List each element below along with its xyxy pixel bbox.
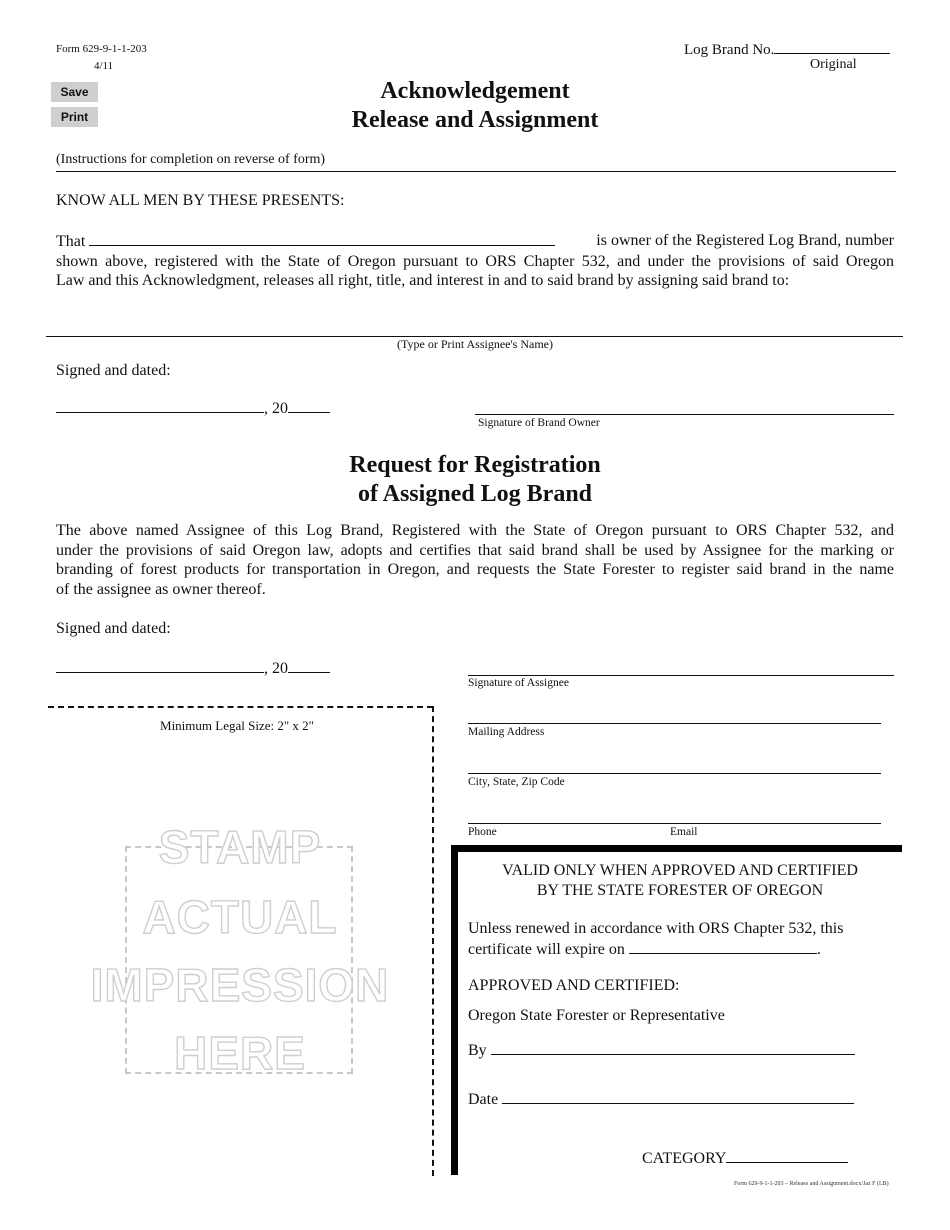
by-signature-blank[interactable] xyxy=(491,1040,855,1055)
phone-email-line[interactable] xyxy=(468,823,881,824)
release-line2: shown above, registered with the State of Oregon pursuant to ORS Chapter 532, and under the provisions of said Oregon xyxy=(56,252,894,270)
request-date-field xyxy=(56,658,330,679)
date-field xyxy=(468,1089,854,1109)
log-brand-number-blank[interactable] xyxy=(774,39,890,54)
that-word: That xyxy=(56,233,86,250)
by-field xyxy=(468,1040,855,1060)
release-line1-end: is owner of the Registered Log Brand, number xyxy=(596,232,894,249)
request-line2: under the provisions of said Oregon law, adopts and certifies that said brand shall be used by Assignee for the marking or xyxy=(56,541,894,559)
form-number: Form 629-9-1-1-203 xyxy=(56,43,147,55)
instructions-rule xyxy=(56,171,896,172)
request-title-line1: Request for Registration xyxy=(349,452,601,478)
valid-line1: VALID ONLY WHEN APPROVED AND CERTIFIED xyxy=(502,862,858,879)
assignee-signature-line[interactable] xyxy=(468,675,894,676)
request-title-line2: of Assigned Log Brand xyxy=(357,481,593,507)
approved-heading: APPROVED AND CERTIFIED: xyxy=(468,977,680,994)
renew-line2: certificate will expire on xyxy=(468,941,625,958)
owner-name-blank[interactable] xyxy=(89,231,555,246)
date-label: Date xyxy=(468,1091,499,1108)
log-brand-label: Log Brand No. xyxy=(684,42,775,58)
stamp-text-line1: STAMP xyxy=(158,821,322,873)
release-year-blank[interactable] xyxy=(288,398,330,413)
by-label: By xyxy=(468,1042,487,1059)
save-button[interactable]: Save xyxy=(51,82,98,102)
city-state-zip-caption: City, State, Zip Code xyxy=(468,776,565,788)
category-blank[interactable] xyxy=(726,1148,848,1163)
request-line3: branding of forest products for transportation in Oregon, and requests the State Forester to register said brand in the name xyxy=(56,561,894,578)
form-date: 4/11 xyxy=(94,60,114,72)
phone-caption: Phone xyxy=(468,826,497,838)
assignee-signature-caption: Signature of Assignee xyxy=(468,677,569,689)
release-line3: Law and this Acknowledgment, releases all right, title, and interest in and to said brand by assigning said brand to: xyxy=(56,272,790,289)
request-paragraph xyxy=(56,521,894,599)
year-prefix: , 20 xyxy=(264,660,288,677)
signed-dated-label-1: Signed and dated: xyxy=(56,362,171,379)
mailing-address-caption: Mailing Address xyxy=(468,726,545,738)
signed-dated-label-2: Signed and dated: xyxy=(56,620,171,637)
release-date-field xyxy=(56,398,330,419)
instructions-note: (Instructions for completion on reverse of form) xyxy=(56,152,326,167)
footer-file-note: Form 629-9-1-1-203 – Release and Assignment.docx/Jaz F (LB) xyxy=(734,1181,889,1187)
email-caption: Email xyxy=(670,826,698,838)
request-line1: The above named Assignee of this Log Brand, Registered with the State of Oregon pursuant to ORS Chapter 532, and xyxy=(56,522,894,539)
request-date-blank[interactable] xyxy=(56,658,264,673)
city-state-zip-line[interactable] xyxy=(468,773,881,774)
print-button[interactable]: Print xyxy=(51,107,98,127)
expiration-date-blank[interactable] xyxy=(629,939,817,954)
approval-date-blank[interactable] xyxy=(502,1089,854,1104)
stamp-min-size: Minimum Legal Size: 2" x 2" xyxy=(160,718,314,733)
owner-signature-caption: Signature of Brand Owner xyxy=(478,417,600,429)
mailing-address-line[interactable] xyxy=(468,723,881,724)
stamp-text-line2: ACTUAL xyxy=(142,891,338,943)
assignee-caption: (Type or Print Assignee's Name) xyxy=(397,337,553,351)
category-field xyxy=(642,1148,848,1168)
renewal-notice: Unless renewed in accordance with ORS Chapter 532, this certificate will expire on . xyxy=(468,920,844,958)
renew-line1: Unless renewed in accordance with ORS Chapter 532, this xyxy=(468,920,844,937)
log-brand-field xyxy=(684,39,890,59)
copy-label: Original xyxy=(810,57,857,72)
request-year-blank[interactable] xyxy=(288,658,330,673)
category-label: CATEGORY xyxy=(642,1150,727,1167)
stamp-text-line4: HERE xyxy=(174,1027,306,1079)
year-prefix: , 20 xyxy=(264,400,288,417)
know-all-heading: KNOW ALL MEN BY THESE PRESENTS: xyxy=(56,192,345,209)
main-title-line2: Release and Assignment xyxy=(351,107,599,133)
forester-label: Oregon State Forester or Representative xyxy=(468,1007,725,1024)
request-line4: of the assignee as owner thereof. xyxy=(56,580,266,598)
stamp-text-line3: IMPRESSION xyxy=(90,959,390,1011)
stamp-area-top-border xyxy=(48,706,433,708)
valid-line2: BY THE STATE FORESTER OF OREGON xyxy=(536,882,824,899)
valid-notice xyxy=(458,861,902,901)
main-title-line1: Acknowledgement xyxy=(380,78,570,104)
release-date-blank[interactable] xyxy=(56,398,264,413)
release-paragraph xyxy=(56,231,894,291)
owner-signature-line[interactable] xyxy=(475,414,894,415)
